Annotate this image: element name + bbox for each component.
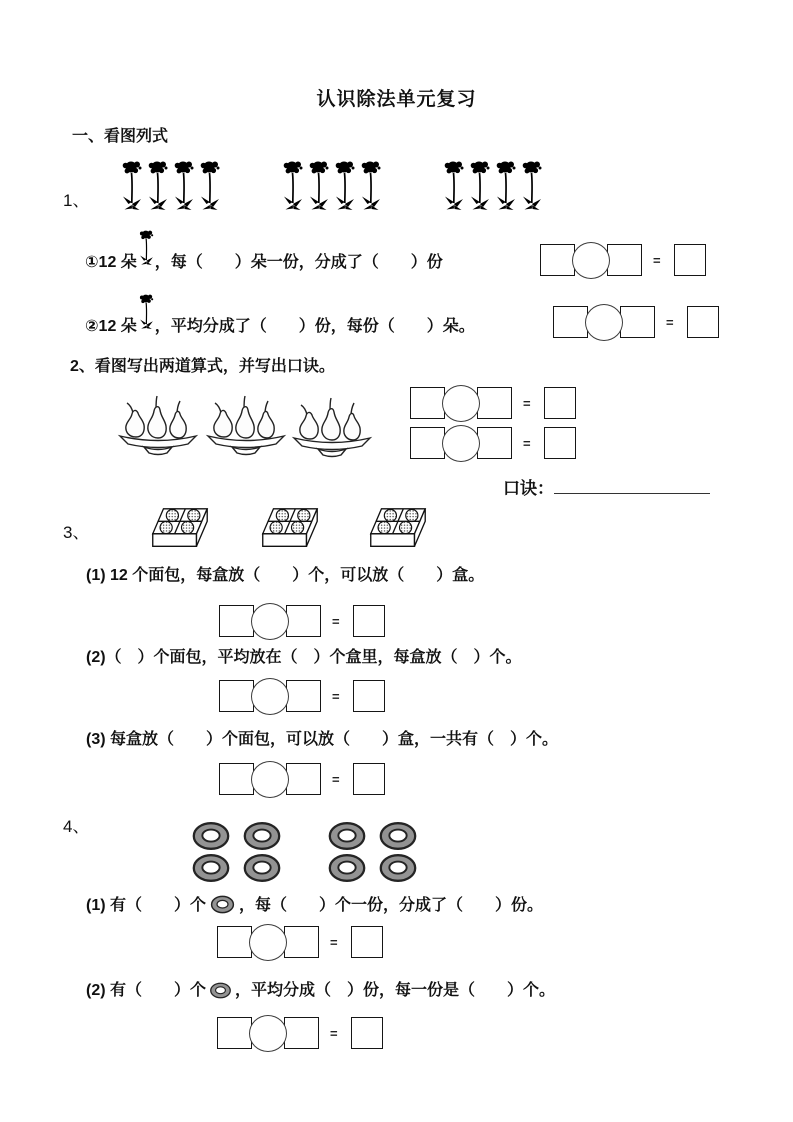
equals-sign: = xyxy=(523,395,531,411)
equals-sign: = xyxy=(330,934,338,950)
flower-icon xyxy=(281,160,305,212)
item1-q1-suffix: ，每（ ）朵一份，分成了（ ）份 xyxy=(154,254,443,271)
ring-group-2 xyxy=(327,821,418,883)
item3-number: 3、 xyxy=(63,523,90,542)
equation-blank-2a xyxy=(410,383,576,423)
flower-group-2 xyxy=(281,160,383,212)
equation-answer-box[interactable] xyxy=(544,427,576,459)
donut-icon xyxy=(327,853,367,883)
equation-box-right[interactable] xyxy=(284,1017,319,1049)
equals-sign: = xyxy=(666,314,674,330)
equation-operator-circle[interactable] xyxy=(249,1015,287,1052)
flower-icon xyxy=(520,160,544,212)
equation-box-left[interactable] xyxy=(219,605,254,637)
flower-icon xyxy=(137,313,155,331)
item1-question-2 xyxy=(85,313,475,338)
equation-blank-4b xyxy=(217,1013,383,1053)
equation-answer-box[interactable] xyxy=(674,244,706,276)
flower-icon xyxy=(137,249,155,267)
equation-operator-circle[interactable] xyxy=(585,304,623,341)
bread-box-icon xyxy=(255,507,333,557)
pear-plate-icon xyxy=(116,392,200,456)
item4-number: 4、 xyxy=(63,817,90,836)
equation-answer-box[interactable] xyxy=(687,306,719,338)
equation-box-right[interactable] xyxy=(286,605,321,637)
equals-sign: = xyxy=(332,771,340,787)
flower-icon xyxy=(120,160,144,212)
equation-answer-box[interactable] xyxy=(353,763,385,795)
equals-sign: = xyxy=(330,1025,338,1041)
donut-icon xyxy=(191,821,231,851)
item3-question-2: (2)（ ）个面包，平均放在（ ）个盒里，每盒放（ ）个。 xyxy=(86,649,522,666)
equation-box-right[interactable] xyxy=(284,926,319,958)
equation-box-left[interactable] xyxy=(540,244,575,276)
item4-q1-suffix: ，每（ ）个一份，分成了（ ）份。 xyxy=(239,897,544,914)
item3-question-3: (3) 每盒放（ ）个面包，可以放（ ）盒，一共有（ ）个。 xyxy=(86,731,559,748)
equation-answer-box[interactable] xyxy=(353,605,385,637)
item4-q1-prefix: (1) 有（ ）个 xyxy=(86,897,207,914)
equation-blank-3a xyxy=(219,601,385,641)
equation-box-left[interactable] xyxy=(410,427,445,459)
item1-q2-suffix: ，平均分成了（ ）份，每份（ ）朵。 xyxy=(154,318,475,335)
equation-operator-circle[interactable] xyxy=(251,603,289,640)
equation-box-right[interactable] xyxy=(620,306,655,338)
equation-answer-box[interactable] xyxy=(544,387,576,419)
equation-blank-1b xyxy=(553,302,719,342)
equation-box-right[interactable] xyxy=(477,427,512,459)
equation-box-left[interactable] xyxy=(217,926,252,958)
equation-blank-4a xyxy=(217,922,383,962)
donut-icon xyxy=(378,821,418,851)
equals-sign: = xyxy=(523,435,531,451)
flower-icon xyxy=(442,160,466,212)
equation-operator-circle[interactable] xyxy=(251,678,289,715)
item3-question-1: (1) 12 个面包，每盒放（ ）个，可以放（ ）盒。 xyxy=(86,567,485,584)
donut-icon xyxy=(378,853,418,883)
ring-group-1 xyxy=(191,821,282,883)
flower-icon xyxy=(359,160,383,212)
equation-operator-circle[interactable] xyxy=(572,242,610,279)
pear-plate-icon xyxy=(204,392,288,456)
equation-box-left[interactable] xyxy=(553,306,588,338)
donut-icon xyxy=(191,853,231,883)
item4-q2-suffix: ，平均分成（ ）份，每一份是（ ）个。 xyxy=(235,982,556,999)
equation-operator-circle[interactable] xyxy=(249,924,287,961)
equation-blank-1a xyxy=(540,240,706,280)
donut-icon xyxy=(242,853,282,883)
flower-icon xyxy=(172,160,196,212)
equation-box-left[interactable] xyxy=(219,680,254,712)
equation-answer-box[interactable] xyxy=(351,926,383,958)
flower-icon xyxy=(307,160,331,212)
flower-icon xyxy=(333,160,357,212)
equation-blank-3b xyxy=(219,676,385,716)
equation-box-left[interactable] xyxy=(217,1017,252,1049)
koujue-answer-line[interactable] xyxy=(554,478,710,494)
equation-blank-3c xyxy=(219,759,385,799)
equation-box-right[interactable] xyxy=(286,763,321,795)
equation-box-right[interactable] xyxy=(607,244,642,276)
item4-question-2 xyxy=(86,980,555,1002)
flower-group-1 xyxy=(120,160,222,212)
flower-icon xyxy=(468,160,492,212)
bread-box-icon xyxy=(145,507,223,557)
page-title: 认识除法单元复习 xyxy=(316,89,477,110)
equation-answer-box[interactable] xyxy=(353,680,385,712)
donut-icon xyxy=(209,982,232,999)
equation-box-left[interactable] xyxy=(219,763,254,795)
equation-operator-circle[interactable] xyxy=(442,425,480,462)
item4-question-1 xyxy=(86,895,543,917)
bread-box-icon xyxy=(363,507,441,557)
flower-icon xyxy=(146,160,170,212)
pear-plate-icon xyxy=(290,394,374,458)
item1-question-1 xyxy=(85,249,443,274)
section1-heading: 一、看图列式 xyxy=(72,128,169,145)
item1-number: 1、 xyxy=(63,191,90,210)
item2-heading: 2、看图写出两道算式，并写出口诀。 xyxy=(70,358,335,375)
equation-operator-circle[interactable] xyxy=(442,385,480,422)
item1-q1-prefix: ①12 朵 xyxy=(85,254,137,271)
flower-icon xyxy=(494,160,518,212)
item4-q2-prefix: (2) 有（ ）个 xyxy=(86,982,207,999)
donut-icon xyxy=(242,821,282,851)
donut-icon xyxy=(327,821,367,851)
equals-sign: = xyxy=(332,688,340,704)
equation-answer-box[interactable] xyxy=(351,1017,383,1049)
koujue-line xyxy=(503,474,710,499)
flower-icon xyxy=(198,160,222,212)
koujue-label: 口诀： xyxy=(503,479,554,498)
equation-blank-2b xyxy=(410,423,576,463)
equals-sign: = xyxy=(332,613,340,629)
item1-q2-prefix: ②12 朵 xyxy=(85,318,137,335)
equation-box-right[interactable] xyxy=(286,680,321,712)
flower-group-3 xyxy=(442,160,544,212)
equation-box-right[interactable] xyxy=(477,387,512,419)
donut-icon xyxy=(209,895,236,914)
equals-sign: = xyxy=(653,252,661,268)
equation-operator-circle[interactable] xyxy=(251,761,289,798)
equation-box-left[interactable] xyxy=(410,387,445,419)
